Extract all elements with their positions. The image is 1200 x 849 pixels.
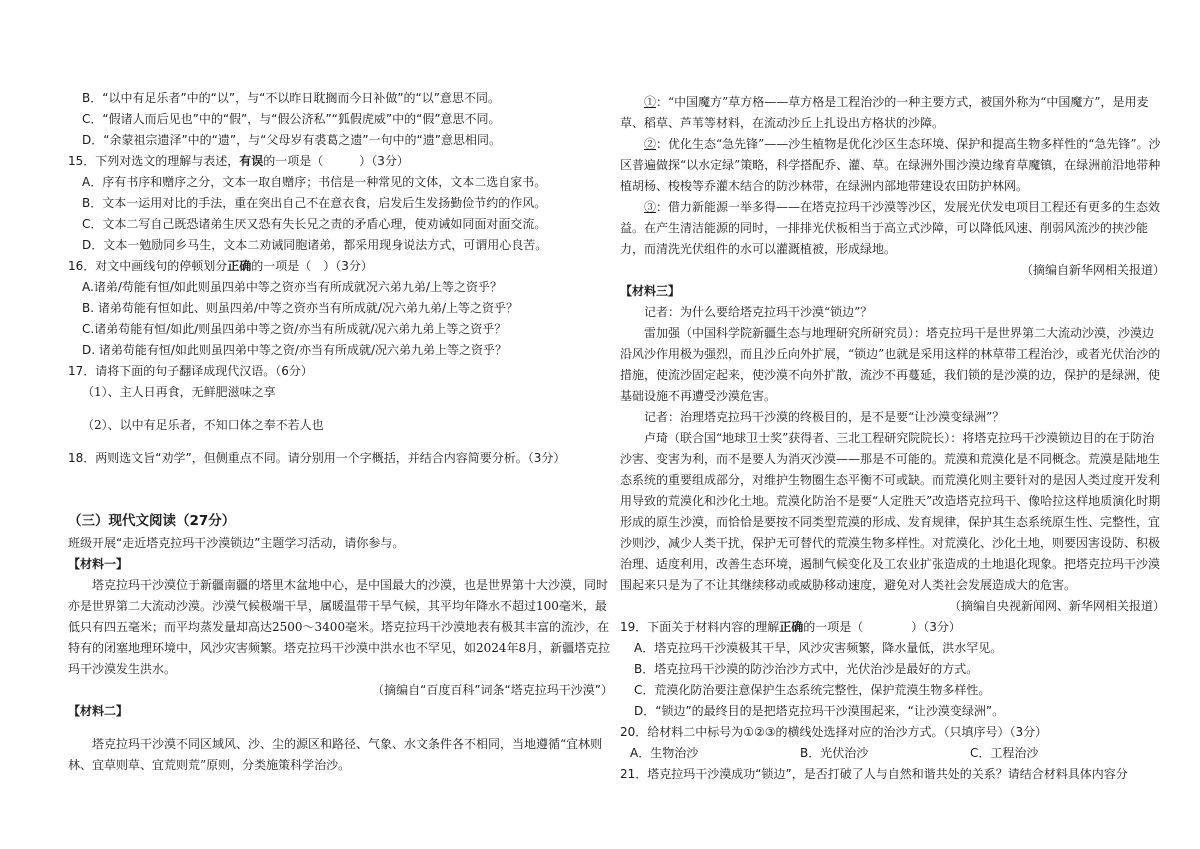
- q19-option-b: B．塔克拉玛干沙漠的防沙治沙方式中，光伏治沙是最好的方式。: [634, 662, 979, 676]
- material-3-source: （摘编自央视新闻网、新华网相关报道）: [948, 599, 1165, 613]
- q14-option-b: B．“以中有足乐者”中的“以”，与“不以昨日耽搁而今日补做”的“以”意思不同。: [82, 91, 500, 105]
- material-2-point-1: ①：“中国魔方”草方格——草方格是工程治沙的一种主要方式，被国外称为“中国魔方”，是用麦草、稻草、芦苇等材料，在流动沙丘上扎设出方格状的沙障。: [620, 95, 1149, 130]
- material-3-label: 【材料三】: [620, 284, 681, 298]
- material-1-label: 【材料一】: [68, 557, 129, 571]
- material-2-label: 【材料二】: [68, 704, 129, 718]
- q19-option-d: D．“锁边”的最终目的是把塔克拉玛干沙漠围起来，“让沙漠变绿洲”。: [634, 704, 1005, 718]
- q19-stem: 19．下面关于材料内容的理解正确的一项是（ ）（3分）: [620, 620, 961, 634]
- q18-stem: 18．两则选文旨“劝学”，但侧重点不同。请分别用一个字概括，并结合内容简要分析。（3分）: [68, 451, 566, 465]
- material-1-text: 塔克拉玛干沙漠位于新疆南疆的塔里木盆地中心，是中国最大的沙漠，也是世界第十大沙漠，同时亦是世界第二大流动沙漠。沙漠气候极端干旱，属暖温带干旱气候，其平均年降水不超过100毫米，最低只有四五毫米；而平均蒸发量却高达2500～3400毫米。塔克拉玛干沙漠地表有极其丰富的流沙，在特有的闭塞地理环境中，风沙灾害频繁。塔克拉玛干沙漠中洪水也不罕见，如2024年8月，新疆塔克拉玛干沙漠发生洪水。: [68, 578, 611, 676]
- interview-answer-2: 卢琦（联合国“地球卫士奖”获得者、三北工程研究院院长）：将塔克拉玛干沙漠锁边目的在于防治沙害、变害为利，而不是要人为消灭沙漠——那是不可能的。荒漠和荒漠化是不同概念。荒漠是陆地生态系统的重要组成部分，对维护生物圈生态平衡不可或缺。而荒漠化则主要针对的是因人类过度开发利用导致的荒漠化和沙化土地。荒漠化防治不是要“人定胜天”改造塔克拉玛干、像哈拉这样地质演化时期形成的原生沙漠，而恰恰是要按不同类型荒漠的形成、发育规律，保护其生态系统原生性、完整性，宜沙则沙，减少人类干扰，保护无可替代的荒漠生物多样性。对荒漠化、沙化土地，则要因害设防、积极治理、适度利用，改善生态环境，遏制气候变化及工农业扩张造成的土地退化现象。把塔克拉玛干沙漠围起来只是为了不让其继续移动或威胁移动速度，避免对人类社会发展造成大的危害。: [620, 431, 1161, 592]
- interview-question-2: 记者：治理塔克拉玛干沙漠的终极目的，是不是要“让沙漠变绿洲”？: [644, 410, 1005, 424]
- q20-stem: 20．给材料二中标号为①②③的横线处选择对应的治沙方式。（只填序号）（3分）: [620, 725, 1048, 739]
- blank-3: ③: [644, 200, 657, 214]
- material-2-point-2: ②：优化生态“急先锋”——沙生植物是优化沙区生态环境、保护和提高生物多样性的“急先锋”。沙区普遍做探“以水定绿”策略，科学搭配乔、灌、草。在绿洲外围沙漠边缘育草魔镇，在绿洲前沿地带种植胡杨、梭梭等乔灌木结合的防沙林带，在绿洲内部地带建设农田防护林网。: [620, 137, 1161, 193]
- q15-option-d: D．文本一勉励同乡马生，文本二劝诫同胞诸弟，都采用现身说法方式，可谓用心良苦。: [82, 238, 548, 252]
- q16-keyword: 正确: [227, 259, 252, 273]
- interview-question-1: 记者：为什么要给塔克拉玛干沙漠“锁边”？: [644, 305, 873, 319]
- q15-stem: 15．下列对选文的理解与表述，有误的一项是（ ）（3分）: [68, 154, 409, 168]
- q19-keyword: 正确: [779, 620, 804, 634]
- q17-stem: 17．请将下面的句子翻译成现代汉语。（6分）: [68, 364, 313, 378]
- q17-sentence-2: （2）、以中有足乐者，不知口体之奉不若人也: [82, 418, 324, 432]
- q15-option-c: C．文本二写自己既恐诸弟生厌又恐有失长兄之责的矛盾心理，使劝诫如同面对面交流。: [82, 217, 547, 231]
- left-column: [68, 88, 613, 776]
- q16-option-a: A.诸弟/苟能有恒/如此则虽四弟中等之资亦当有所成就况六弟九弟/上等之资乎？: [82, 280, 502, 294]
- blank-1: ①: [644, 95, 657, 109]
- interview-answer-1: 雷加强（中国科学院新疆生态与地理研究所研究员）：塔克拉玛干是世界第二大流动沙漠，沙漠边沿风沙作用极为强烈，而且沙丘向外扩展，“锁边”也就是采用这样的林草带工程治沙，或者光伏治沙的措施，使流沙固定起来，使沙漠不向外扩散，流沙不再蔓延，我们锁的是沙漠的边，保护的是绿洲，使基础设施不再遭受沙漠危害。: [620, 326, 1161, 403]
- activity-intro: 班级开展“走近塔克拉玛干沙漠锁边”主题学习活动，请你参与。: [68, 536, 405, 550]
- material-1-source: （摘编自“百度百科”词条“塔克拉玛干沙漠”）: [372, 683, 613, 697]
- material-2-source: （摘编自新华网相关报道）: [1020, 263, 1165, 277]
- q19-option-c: C．荒漠化防治要注意保护生态系统完整性，保护荒漠生物多样性。: [634, 683, 991, 697]
- right-column: [620, 92, 1165, 785]
- q16-option-d: D. 诸弟苟能有恒/如此则虽四弟中等之资/亦当有所成就/况六弟九弟上等之资乎？: [82, 343, 508, 357]
- q17-sentence-1: （1）、主人日再食，无鲜肥滋味之享: [82, 385, 276, 399]
- q15-option-a: A．序有书序和赠序之分，文本一取自赠序；书信是一种常见的文体，文本二选自家书。: [82, 175, 547, 189]
- q20-option-a: A．生物治沙: [630, 746, 699, 760]
- material-2-point-3: ③：借力新能源一举多得——在塔克拉玛干沙漠等沙区，发展光伏发电项目工程还有更多的生态效益。在产生清洁能源的同时，一排排光伏板相当于高立式沙障，可以降低风速、削弱风流沙的挟沙能力，而清洗光伏组件的水可以灌溉植被，形成绿地。: [620, 200, 1161, 256]
- blank-2: ②: [644, 137, 657, 151]
- q21-stem: 21．塔克拉玛干沙漠成功“锁边”，是否打破了人与自然和谐共处的关系？请结合材料具体内容分: [620, 767, 1128, 781]
- q16-option-b: B. 诸弟苟能有恒如此、则虽四弟/中等之资亦当有所成就/况六弟九弟/上等之资乎？: [82, 301, 518, 315]
- q19-option-a: A．塔克拉玛干沙漠极其干旱，风沙灾害频繁，降水量低，洪水罕见。: [634, 641, 1003, 655]
- q16-option-c: C.诸弟苟能有恒/如此/则虽四弟中等之资/亦当有所成就/况六弟九弟上等之资乎？: [82, 322, 507, 336]
- material-2-text: 塔克拉玛干沙漠不同区域风、沙、尘的源区和路径、气象、水文条件各不相同，当地遵循“宜林则林、宜草则草、宜荒则荒”原则，分类施策科学治沙。: [68, 737, 603, 772]
- q15-keyword: 有误: [239, 154, 264, 168]
- q20-option-c: C．工程治沙: [970, 746, 1039, 760]
- q15-option-b: B．文本一运用对比的手法，重在突出自己不在意衣食，启发后生发扬勤俭节约的作风。: [82, 196, 547, 210]
- q20-option-b: B．光伏治沙: [800, 746, 869, 760]
- section-title: （三）现代文阅读（27分）: [68, 513, 236, 529]
- q20-options: [620, 743, 1165, 764]
- q14-option-c: C．“假诸人而后见也”中的“假”，与“假公济私”“狐假虎威”中的“假”意思不同。: [82, 112, 501, 126]
- q14-option-d: D．“余蒙祖宗遗泽”中的“遗”，与“父母岁有裘葛之遗”一句中的“遗”意思相同。: [82, 133, 501, 147]
- q16-stem: 16．对文中画线句的停顿划分正确的一项是（ ）（3分）: [68, 259, 373, 273]
